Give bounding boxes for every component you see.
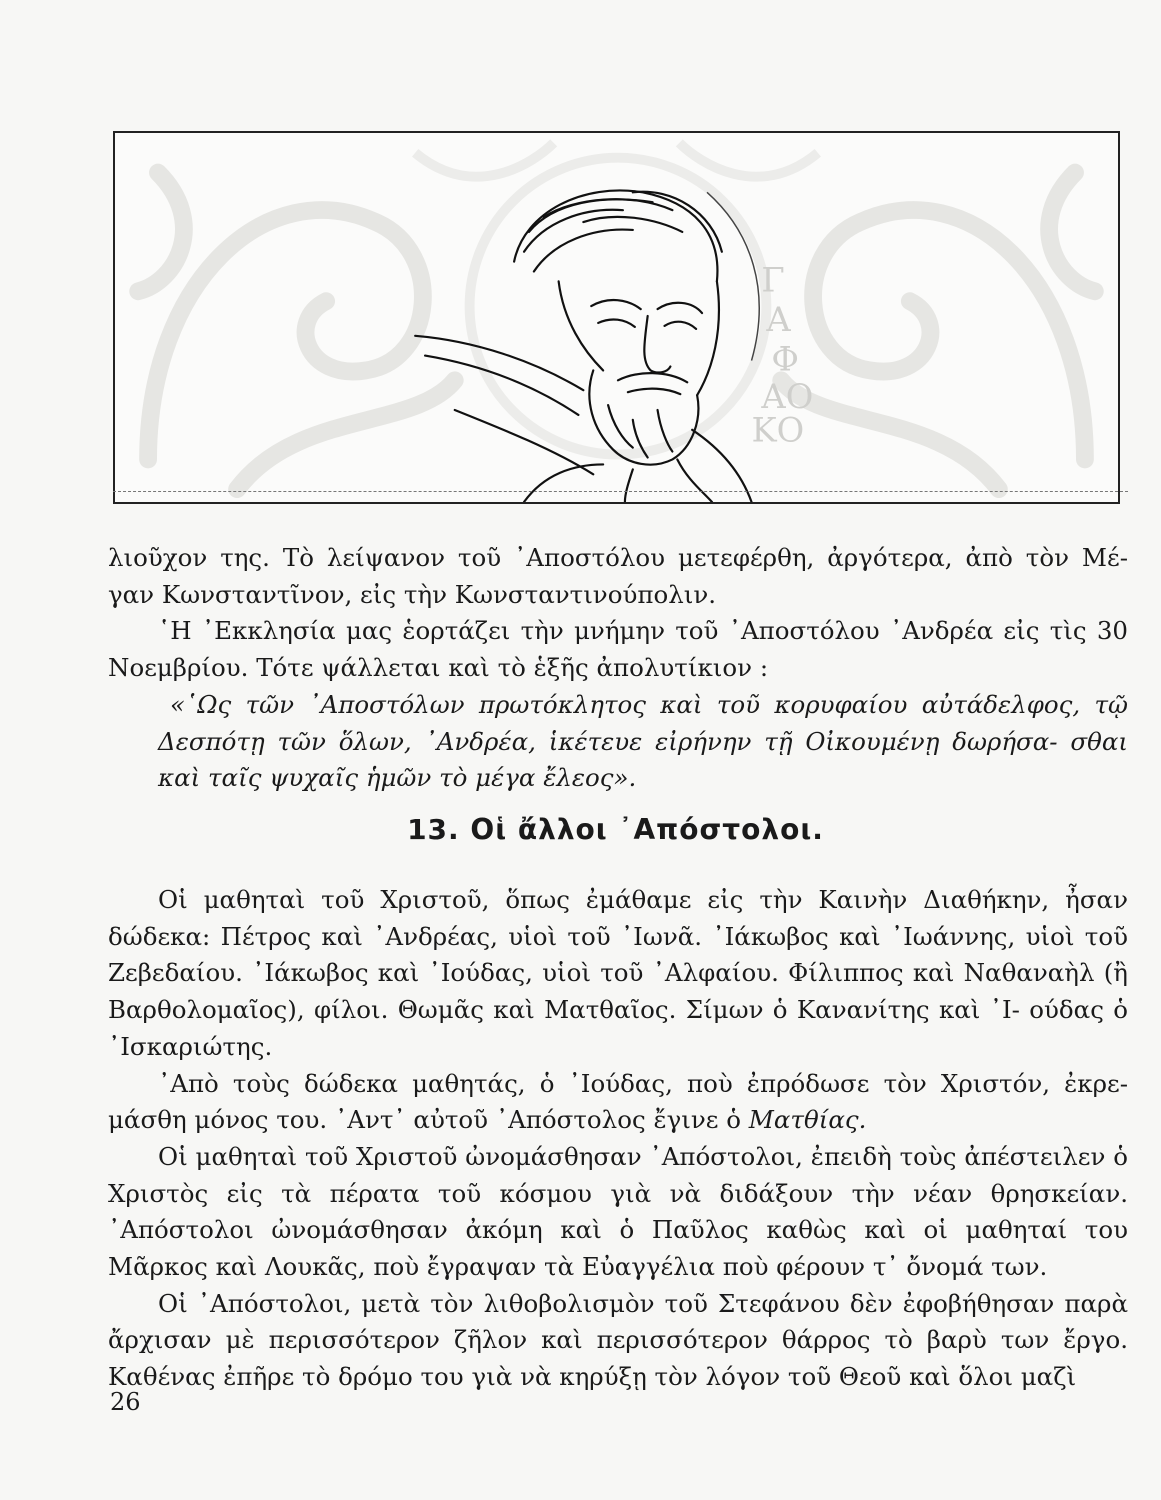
inscription-letter: Γ	[761, 260, 785, 300]
text-block-bottom	[108, 882, 1128, 1396]
paragraph	[108, 1066, 1128, 1139]
page-number: 26	[110, 1388, 141, 1416]
header-illustration	[113, 131, 1120, 504]
paragraph: ῾Η ᾿Εκκλησία μας ἑορτάζει τὴν μνήμην τοῦ ᾿Αποστόλου ᾿Ανδρέα εἰς τὶς 30 Νοεμβρίου. Τότε ψάλλεται καὶ τὸ ἑξῆς ἀπολυτίκιον :	[108, 616, 1128, 683]
paragraph: Οἱ ᾿Απόστολοι, μετὰ τὸν λιθοβολισμὸν τοῦ Στεφάνου δὲν ἐφοβήθησαν παρὰ ἄρχισαν μὲ περισσότερον ζῆλον καὶ περισσότερον θάρρος τὸ βαρὺ των ἔργο. Καθένας ἐπῆρε τὸ δρόμο του γιὰ νὰ κηρύξῃ τὸν λόγον τοῦ Θεοῦ καὶ ὅλοι μαζὶ	[108, 1288, 1128, 1392]
matthias-name: Ματθίας.	[748, 1105, 867, 1135]
inscription-letter: Α	[766, 299, 791, 339]
hymn-text: «῾Ως τῶν ᾿Αποστόλων πρωτόκλητος καὶ τοῦ κορυφαίου αὐτάδελφος, τῷ Δεσπότῃ τῶν ὅλων, ᾿Ανδρέα, ἱκέτευε εἰρήνην τῇ Οἰκουμένῃ δωρήσα- σθαι καὶ ταῖς ψυχαῖς ἡμῶν τὸ μέγα ἔλεος».	[158, 689, 1128, 793]
inscription-letter: Φ	[771, 339, 799, 379]
apostle-portrait-icon	[115, 133, 1118, 502]
section-heading: 13. Οἱ ἄλλοι ᾿Απόστολοι.	[407, 813, 824, 846]
divider-line	[113, 491, 1128, 492]
paragraph: Οἱ μαθηταὶ τοῦ Χριστοῦ ὠνομάσθησαν ᾿Απόστολοι, ἐπειδὴ τοὺς ἀπέστειλεν ὁ Χριστὸς εἰς τὰ πέρατα τοῦ κόσμου γιὰ νὰ διδάξουν τὴν νέαν θρησκείαν. ᾿Απόστολοι ὠνομάσθησαν ἀκόμη καὶ ὁ Παῦλος καθὼς καὶ οἱ μαθηταί του Μᾶρκος καὶ Λουκᾶς, ποὺ ἔγραψαν τὰ Εὐαγγέλια ποὺ φέρουν τ᾿ ὄνομά των.	[108, 1141, 1128, 1282]
paragraph: λιοῦχον της. Τὸ λείψανον τοῦ ᾿Αποστόλου μετεφέρθη, ἀργότερα, ἀπὸ τὸν Μέ- γαν Κωνσταντῖνον, εἰς τὴν Κωνσταντινούπολιν.	[108, 543, 1128, 609]
hymn-quote	[108, 687, 1128, 797]
paragraph-text: ᾿Απὸ τοὺς δώδεκα μαθητάς, ὁ ᾿Ιούδας, ποὺ ἐπρόδωσε τὸν Χριστόν, ἐκρε- μάσθη μόνος του. ᾿Αντ᾿ αὐτοῦ ᾿Απόστολος ἔγινε ὁ	[108, 1068, 1128, 1135]
text-block-top	[108, 540, 1128, 797]
inscription-letter: ΑΟ	[761, 377, 814, 417]
inscription-letter: ΚΟ	[751, 410, 805, 450]
paragraph: Οἱ μαθηταὶ τοῦ Χριστοῦ, ὅπως ἐμάθαμε εἰς τὴν Καινὴν Διαθήκην, ἦσαν δώδεκα: Πέτρος καὶ ᾿Ανδρέας, υἱοὶ τοῦ ᾿Ιωνᾶ. ᾿Ιάκωβος καὶ ᾿Ιωάννης, υἱοὶ τοῦ Ζεβεδαίου. ᾿Ιάκωβος καὶ ᾿Ιούδας, υἱοὶ τοῦ ᾿Αλφαίου. Φίλιππος καὶ Ναθαναὴλ (ἢ Βαρθολομαῖος), φίλοι. Θωμᾶς καὶ Ματθαῖος. Σίμων ὁ Κανανίτης καὶ ᾿Ι- ούδας ὁ ᾿Ισκαριώτης.	[108, 885, 1128, 1061]
